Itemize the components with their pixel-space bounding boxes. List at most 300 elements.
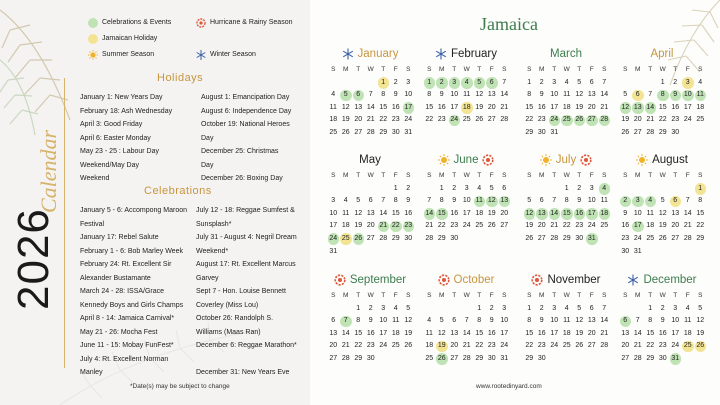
- day-cell: 8: [393, 197, 398, 205]
- day-cell: 9: [452, 197, 457, 205]
- day-cell: 7: [602, 304, 607, 312]
- empty-cell: [327, 303, 340, 316]
- day-cell: 25: [329, 128, 338, 136]
- celebrations-list-left: [80, 204, 187, 380]
- holiday-entry: Day: [201, 161, 214, 169]
- day-cell: 16: [537, 329, 546, 337]
- day-cell: 8: [439, 197, 444, 205]
- day-cell: 28: [379, 234, 388, 242]
- day-cell: 20: [587, 329, 596, 337]
- day-cell: 29: [562, 234, 571, 242]
- celebration-entry: February 24: Rt. Excellent Sir: [80, 261, 172, 268]
- empty-cell: [377, 183, 390, 196]
- legend-label: Summer Season: [102, 51, 155, 58]
- day-cell: 28: [633, 354, 642, 362]
- day-cell: 23: [366, 342, 375, 350]
- empty-cell: [619, 183, 632, 196]
- empty-cell: [352, 77, 365, 90]
- day-cell: 25: [340, 233, 353, 246]
- weekday-header: S: [623, 66, 628, 73]
- day-cell: 12: [523, 208, 536, 221]
- day-cell: 13: [587, 317, 596, 325]
- day-cell: 16: [404, 209, 413, 217]
- day-cell: 30: [537, 128, 546, 136]
- month-header: [322, 44, 418, 64]
- weekday-header: W: [659, 172, 666, 179]
- day-cell: 16: [487, 329, 496, 337]
- day-cell: 29: [437, 234, 446, 242]
- weekday-header: M: [539, 66, 545, 73]
- day-cell: 10: [671, 317, 680, 325]
- weekday-header: S: [602, 292, 607, 299]
- day-cell: 23: [537, 342, 546, 350]
- celebration-entry: December 31: New Years Eve: [196, 369, 290, 376]
- weekday-header: T: [552, 172, 557, 179]
- weekday-header: T: [356, 172, 361, 179]
- weekday-header: S: [698, 292, 703, 299]
- day-cell: 28: [425, 234, 434, 242]
- day-cell: 29: [475, 354, 484, 362]
- day-cell: 4: [598, 183, 611, 196]
- day-cell: 5: [356, 197, 361, 205]
- day-cell: 18: [683, 329, 692, 337]
- weekday-header: T: [381, 66, 386, 73]
- day-cell: 15: [525, 329, 534, 337]
- weekday-header: S: [331, 292, 336, 299]
- day-cell: 27: [537, 234, 546, 242]
- day-cell: 2: [436, 77, 449, 90]
- empty-cell: [340, 183, 353, 196]
- day-cell: 13: [621, 329, 630, 337]
- day-cell: 13: [498, 195, 511, 208]
- day-cell: 11: [646, 209, 654, 217]
- sun-icon: [438, 154, 450, 166]
- weekday-header: W: [463, 66, 470, 73]
- day-cell: 11: [684, 317, 692, 325]
- website-link[interactable]: www.rootedinyard.com: [476, 383, 542, 390]
- day-cell: 14: [500, 91, 509, 99]
- day-cell: 10: [633, 209, 642, 217]
- day-cell: 7: [381, 197, 386, 205]
- day-cell: 23: [621, 234, 630, 242]
- day-cell: 5: [439, 317, 444, 325]
- day-cell: 24: [550, 342, 559, 350]
- day-cell: 29: [379, 128, 388, 136]
- empty-cell: [632, 77, 645, 90]
- day-cell: 10: [500, 317, 509, 325]
- day-cell: 23: [537, 116, 546, 124]
- day-cell: 30: [487, 354, 496, 362]
- day-cell: 18: [562, 329, 571, 337]
- holiday-entry: May 23 - 25 : Labour Day: [80, 148, 159, 155]
- celebrations-heading: Celebrations: [144, 185, 212, 197]
- day-cell: 26: [352, 233, 365, 246]
- day-cell: 30: [366, 354, 375, 362]
- celebration-entry: May 21 - 26: Mocha Fest: [80, 328, 158, 336]
- vertical-title: [4, 95, 64, 315]
- month-grid: [327, 170, 418, 258]
- day-cell: 24: [633, 234, 642, 242]
- empty-cell: [423, 183, 436, 196]
- month-name: July: [555, 154, 577, 166]
- day-cell: 8: [381, 91, 386, 99]
- weekday-header: F: [685, 172, 690, 179]
- celebration-entry: Sept 7 - Hon. Louise Bennett: [196, 288, 286, 295]
- month-grid: [619, 64, 710, 140]
- day-cell: 23: [402, 220, 415, 233]
- weekday-header: T: [477, 292, 482, 299]
- celebration-entry: Festival: [80, 220, 105, 228]
- day-cell: 2: [393, 78, 398, 86]
- weekday-header: T: [648, 66, 653, 73]
- day-cell: 29: [391, 234, 400, 242]
- day-cell: 24: [587, 222, 596, 230]
- day-cell: 5: [489, 184, 494, 192]
- day-cell: 17: [586, 208, 599, 221]
- weekday-header: S: [623, 292, 628, 299]
- day-cell: 16: [366, 329, 375, 337]
- day-cell: 15: [525, 103, 534, 111]
- day-cell: 12: [696, 317, 705, 325]
- day-cell: 30: [671, 128, 680, 136]
- day-cell: 29: [646, 354, 655, 362]
- day-cell: 18: [475, 209, 484, 217]
- day-cell: 24: [500, 342, 509, 350]
- day-cell: 3: [632, 195, 645, 208]
- day-cell: 12: [404, 317, 413, 325]
- hurricane-icon: [482, 154, 494, 166]
- day-cell: 11: [473, 195, 486, 208]
- month-header: [614, 44, 710, 64]
- weekday-header: T: [577, 292, 582, 299]
- weekday-header: M: [439, 292, 445, 299]
- day-cell: 11: [600, 197, 608, 205]
- month-header: [614, 150, 710, 170]
- celebration-entry: Alexander Bustamante: [80, 274, 151, 282]
- day-cell: 1: [648, 304, 653, 312]
- day-cell: 17: [329, 222, 338, 230]
- day-cell: 20: [587, 103, 596, 111]
- weekday-header: S: [502, 292, 507, 299]
- divider-line: [64, 78, 65, 368]
- day-cell: 17: [671, 329, 680, 337]
- day-cell: 7: [635, 317, 640, 325]
- day-cell: 22: [525, 342, 534, 350]
- day-cell: 14: [600, 317, 609, 325]
- month-grid: [523, 170, 614, 246]
- day-cell: 25: [462, 116, 471, 124]
- weekday-header: T: [477, 66, 482, 73]
- day-cell: 21: [425, 222, 434, 230]
- legend-label: Winter Season: [210, 51, 256, 58]
- holiday-entry: December 26: Boxing Day: [201, 175, 283, 182]
- weekday-header: S: [527, 292, 532, 299]
- day-cell: 9: [368, 317, 373, 325]
- day-cell: 10: [379, 317, 388, 325]
- weekday-header: T: [452, 66, 457, 73]
- day-cell: 21: [366, 116, 375, 124]
- month-november: [518, 270, 614, 366]
- day-cell: 29: [658, 128, 667, 136]
- day-cell: 3: [682, 77, 695, 90]
- day-cell: 9: [660, 317, 665, 325]
- celebration-entry: April 8 - 14: Jamaica Carnival*: [80, 315, 175, 322]
- day-cell: 27: [487, 116, 496, 124]
- empty-cell: [619, 303, 632, 316]
- day-cell: 11: [392, 317, 400, 325]
- day-cell: 19: [621, 116, 630, 124]
- day-cell: 16: [391, 103, 400, 111]
- month-march: [518, 44, 614, 140]
- day-cell: 20: [621, 342, 630, 350]
- day-cell: 13: [329, 329, 338, 337]
- day-cell: 11: [329, 103, 337, 111]
- empty-cell: [352, 183, 365, 196]
- day-cell: 4: [564, 78, 569, 86]
- celebration-entry: July 31 - August 4: Negril Dream: [196, 234, 297, 241]
- day-cell: 5: [623, 91, 628, 99]
- day-cell: 18: [341, 222, 350, 230]
- day-cell: 12: [341, 103, 350, 111]
- month-grid: [327, 290, 418, 366]
- holidays-list-left: [80, 91, 172, 186]
- weekday-header: S: [602, 66, 607, 73]
- day-cell: 15: [391, 209, 400, 217]
- weekday-header: S: [698, 66, 703, 73]
- day-cell: 10: [450, 91, 459, 99]
- weekday-header: F: [685, 66, 690, 73]
- day-cell: 25: [561, 114, 574, 127]
- day-cell: 28: [500, 116, 509, 124]
- day-cell: 31: [500, 354, 509, 362]
- holidays-heading: Holidays: [157, 72, 204, 84]
- day-cell: 10: [462, 197, 471, 205]
- day-cell: 23: [437, 116, 446, 124]
- day-cell: 2: [406, 184, 411, 192]
- weekday-header: M: [439, 66, 445, 73]
- weekday-header: M: [635, 292, 641, 299]
- weekday-header: W: [563, 172, 570, 179]
- day-cell: 15: [561, 208, 574, 221]
- month-december: [614, 270, 710, 366]
- month-february: [418, 44, 514, 127]
- day-cell: 8: [657, 89, 670, 102]
- day-cell: 23: [487, 342, 496, 350]
- day-cell: 3: [464, 184, 469, 192]
- weekday-header: M: [343, 292, 349, 299]
- day-cell: 26: [404, 342, 413, 350]
- month-august: [614, 150, 710, 258]
- day-cell: 21: [600, 329, 609, 337]
- day-cell: 3: [331, 197, 336, 205]
- day-cell: 6: [539, 197, 544, 205]
- day-cell: 2: [673, 78, 678, 86]
- day-cell: 22: [525, 116, 534, 124]
- day-cell: 25: [475, 222, 484, 230]
- month-name: April: [650, 48, 674, 60]
- weekday-header: F: [393, 292, 398, 299]
- day-cell: 24: [448, 114, 461, 127]
- day-cell: 14: [366, 103, 375, 111]
- weekday-header: T: [452, 292, 457, 299]
- day-cell: 1: [377, 77, 390, 90]
- day-cell: 9: [439, 91, 444, 99]
- day-cell: 18: [391, 329, 400, 337]
- day-cell: 19: [341, 116, 350, 124]
- day-cell: 5: [577, 78, 582, 86]
- day-cell: 18: [646, 222, 655, 230]
- empty-cell: [644, 183, 657, 196]
- weekday-header: T: [552, 292, 557, 299]
- day-cell: 15: [658, 103, 667, 111]
- weekday-header: W: [463, 172, 470, 179]
- day-cell: 3: [552, 304, 557, 312]
- day-cell: 2: [539, 78, 544, 86]
- day-cell: 20: [537, 222, 546, 230]
- month-october: [418, 270, 514, 366]
- holiday-entry: December 25: Christmas: [201, 148, 279, 155]
- weekday-header: S: [427, 292, 432, 299]
- day-cell: 9: [623, 209, 628, 217]
- day-cell: 17: [550, 103, 559, 111]
- day-cell: 4: [331, 91, 336, 99]
- day-cell: 19: [525, 222, 534, 230]
- weekday-header: T: [673, 66, 678, 73]
- day-cell: 4: [343, 197, 348, 205]
- month-may: [322, 150, 418, 258]
- holiday-entry: April 3: Good Friday: [80, 121, 143, 128]
- day-cell: 11: [342, 209, 350, 217]
- day-cell: 15: [425, 103, 434, 111]
- weekday-header: S: [623, 172, 628, 179]
- day-cell: 31: [586, 233, 599, 246]
- day-cell: 9: [539, 317, 544, 325]
- day-cell: 24: [379, 342, 388, 350]
- month-july: [518, 150, 614, 246]
- day-cell: 24: [683, 116, 692, 124]
- day-cell: 26: [341, 128, 350, 136]
- day-cell: 1: [393, 184, 398, 192]
- day-cell: 3: [502, 304, 507, 312]
- holiday-entry: August 1: Emancipation Day: [201, 94, 290, 101]
- celebration-entry: Williams (Maas Ran): [196, 328, 261, 336]
- day-cell: 30: [621, 247, 630, 255]
- weekday-header: S: [502, 172, 507, 179]
- day-cell: 2: [619, 195, 632, 208]
- day-cell: 27: [329, 354, 338, 362]
- month-header: [418, 270, 514, 290]
- month-header: [518, 44, 614, 64]
- day-cell: 30: [575, 234, 584, 242]
- day-cell: 26: [525, 234, 534, 242]
- celebration-entry: Weekend*: [196, 247, 229, 255]
- weekday-header: T: [381, 172, 386, 179]
- month-header: [322, 150, 418, 170]
- day-cell: 21: [646, 116, 655, 124]
- day-cell: 21: [683, 222, 692, 230]
- celebration-entry: June 11 - 15: Mobay FunFest*: [80, 342, 174, 349]
- day-cell: 21: [341, 342, 350, 350]
- weekday-header: F: [685, 292, 690, 299]
- weekday-header: F: [489, 292, 494, 299]
- holiday-entry: January 1: New Years Day: [80, 94, 163, 101]
- day-cell: 17: [462, 209, 471, 217]
- day-cell: 28: [598, 114, 611, 127]
- day-cell: 7: [427, 197, 432, 205]
- day-cell: 2: [452, 184, 457, 192]
- weekday-header: S: [331, 172, 336, 179]
- day-cell: 10: [550, 91, 559, 99]
- day-cell: 28: [600, 342, 609, 350]
- month-name: September: [349, 274, 407, 286]
- day-cell: 6: [352, 89, 365, 102]
- day-cell: 17: [450, 103, 459, 111]
- day-cell: 9: [577, 197, 582, 205]
- weekday-header: F: [489, 172, 494, 179]
- day-cell: 15: [475, 329, 484, 337]
- day-cell: 14: [423, 208, 436, 221]
- month-grid: [619, 290, 710, 366]
- day-cell: 15: [646, 329, 655, 337]
- weekday-header: M: [539, 292, 545, 299]
- day-cell: 6: [589, 304, 594, 312]
- day-cell: 16: [658, 329, 667, 337]
- day-cell: 10: [550, 317, 559, 325]
- day-cell: 10: [329, 209, 338, 217]
- month-grid: [423, 290, 514, 366]
- day-cell: 25: [696, 116, 705, 124]
- celebration-entry: Sunsplash*: [196, 220, 232, 228]
- weekday-header: M: [439, 172, 445, 179]
- day-cell: 18: [562, 103, 571, 111]
- day-cell: 5: [660, 197, 665, 205]
- day-cell: 12: [475, 91, 484, 99]
- day-cell: 7: [502, 78, 507, 86]
- weekday-header: F: [589, 172, 594, 179]
- weekday-header: F: [489, 66, 494, 73]
- green-dot-icon: [88, 18, 98, 28]
- day-cell: 31: [329, 247, 338, 255]
- hurricane-icon: [531, 274, 543, 286]
- day-cell: 14: [600, 91, 609, 99]
- weekday-header: S: [406, 172, 411, 179]
- sun-icon: [540, 154, 552, 166]
- day-cell: 30: [537, 354, 546, 362]
- day-cell: 22: [475, 342, 484, 350]
- day-cell: 26: [573, 114, 586, 127]
- day-cell: 19: [404, 329, 413, 337]
- day-cell: 6: [619, 315, 632, 328]
- day-cell: 19: [487, 209, 496, 217]
- month-name: February: [450, 48, 498, 60]
- day-cell: 12: [437, 329, 446, 337]
- celebration-entry: February 1 - 6: Bob Marley Week: [80, 247, 183, 255]
- legend-item: [88, 50, 154, 60]
- day-cell: 5: [340, 89, 353, 102]
- day-cell: 22: [437, 222, 446, 230]
- day-cell: 22: [390, 220, 403, 233]
- day-cell: 8: [527, 317, 532, 325]
- day-cell: 22: [646, 342, 655, 350]
- day-cell: 25: [425, 354, 434, 362]
- weekday-header: T: [356, 66, 361, 73]
- weekday-header: M: [539, 172, 545, 179]
- hurricane-icon: [334, 274, 346, 286]
- celebration-entry: January 5 - 6: Accompong Maroon: [80, 207, 188, 214]
- day-cell: 14: [683, 209, 692, 217]
- snowflake-icon: [627, 274, 639, 286]
- celebration-entry: Garvey: [196, 274, 219, 282]
